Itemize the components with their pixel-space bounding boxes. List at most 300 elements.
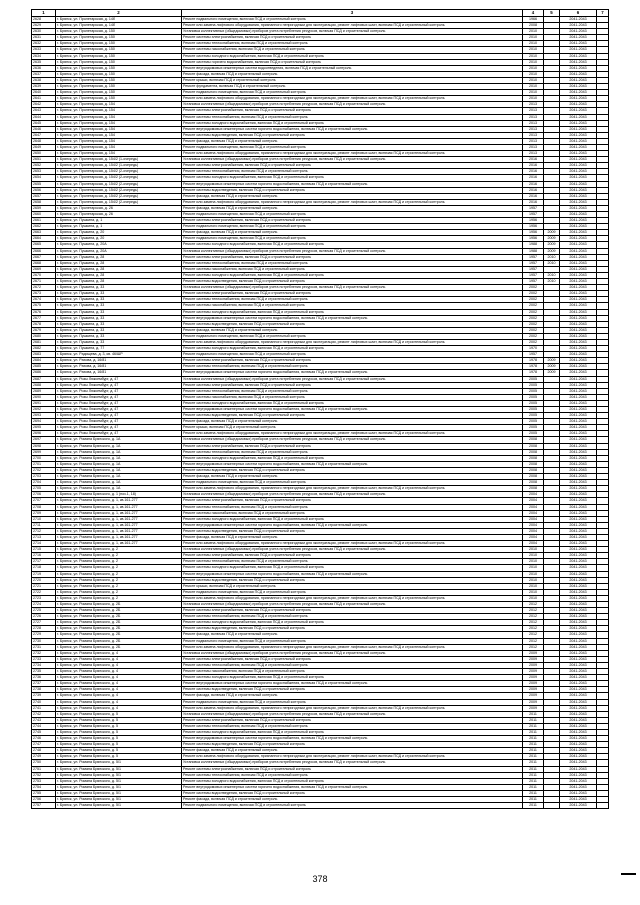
build-year-cell: 2016 [523, 193, 544, 199]
row-number-cell: 2725 [32, 608, 56, 614]
planned-period-cell: 2041-2043 [560, 638, 597, 644]
build-year-cell: 2011 [523, 748, 544, 754]
build-year-cell: 1957 [523, 266, 544, 272]
planned-period-cell: 2041-2043 [560, 352, 597, 358]
planned-period-cell: 2041-2043 [560, 224, 597, 230]
work-type-cell: Ремонт фасада, включая ПСД и строительный контроль [182, 632, 523, 638]
build-year-cell: 2004 [523, 504, 544, 510]
work-type-cell: Ремонт системы электроснабжения, включая ПСД и строительный контроль [182, 291, 523, 297]
row-number-cell: 2641 [32, 96, 56, 102]
work-type-cell: Ремонт системы холодного водоснабжения, включая ПСД и строительный контроль [182, 675, 523, 681]
work-type-cell: Ремонт системы холодного водоснабжения, включая ПСД и строительный контроль [182, 53, 523, 59]
row-number-cell: 2695 [32, 425, 56, 431]
address-cell: г. Брянск, ул. Романа Брянского, д. 5 [56, 736, 182, 742]
address-cell: г. Брянск, ул. Пушкина, д. 1 [56, 224, 182, 230]
column-header: 5 [544, 10, 560, 17]
address-cell: г. Брянск, ул. Розы Люксембург, д. 47 [56, 382, 182, 388]
row-number-cell: 2638 [32, 77, 56, 83]
address-cell: г. Брянск, ул. Пролетарская, д. 154 [56, 126, 182, 132]
build-year-cell: 2010 [523, 59, 544, 65]
address-cell: г. Брянск, ул. Пролетарская, д. 150 [56, 29, 182, 35]
build-year-cell: 2008 [523, 449, 544, 455]
work-type-cell: Ремонт фасада, включая ПСД и строительный контроль [182, 205, 523, 211]
planned-period-cell: 2041-2043 [560, 17, 597, 23]
planned-period-cell: 2041-2043 [560, 547, 597, 553]
build-year-cell: 2013 [523, 138, 544, 144]
planned-period-cell: 2041-2043 [560, 65, 597, 71]
work-type-cell: Ремонт системы электроснабжения, включая ПСД и строительный контроль [182, 656, 523, 662]
planned-period-cell: 2041-2043 [560, 717, 597, 723]
planned-period-cell: 2041-2043 [560, 474, 597, 480]
row-number-cell: 2677 [32, 315, 56, 321]
row-number-cell: 2709 [32, 510, 56, 516]
address-cell: г. Брянск, ул. Пушкина, д. 33 [56, 291, 182, 297]
planned-period-cell: 2041-2043 [560, 797, 597, 803]
planned-period-cell: 2041-2043 [560, 559, 597, 565]
work-type-cell: Установка коллективных (общедомовых) приборов учета потребления ресурсов, включая ПСД и строительный контроль [182, 248, 523, 254]
row-number-cell: 2663 [32, 230, 56, 236]
row-number-cell: 2740 [32, 699, 56, 705]
work-type-cell: Ремонт системы теплоснабжения, включая ПСД и строительный контроль [182, 449, 523, 455]
address-cell: г. Брянск, ул. Пушкина, д. 20А [56, 248, 182, 254]
build-year-cell: 2005 [523, 382, 544, 388]
work-type-cell: Ремонт внутридомовых инженерных систем горячего водоснабжения, включая ПСД и строительный контроль [182, 522, 523, 528]
row-number-cell: 2662 [32, 224, 56, 230]
address-cell: г. Брянск, ул. Пушкина, д. 28 [56, 254, 182, 260]
address-cell: г. Брянск, ул. Пушкина, д. 33 [56, 297, 182, 303]
last-repair-year-cell [544, 803, 560, 809]
work-type-cell: Ремонт системы водоотведения, включая ПСД и строительный контроль [182, 626, 523, 632]
planned-period-cell: 2041-2043 [560, 620, 597, 626]
build-year-cell: 2005 [523, 394, 544, 400]
address-cell: г. Брянск, ул. Романа Брянского, д. 1 (поз.1, 18) [56, 492, 182, 498]
row-number-cell: 2668 [32, 260, 56, 266]
work-type-cell: Ремонт подвального помещения, включая ПСД и строительный контроль [182, 352, 523, 358]
work-type-cell: Ремонт подвального помещения, включая ПСД и строительный контроль [182, 333, 523, 339]
build-year-cell: 2012 [523, 620, 544, 626]
planned-period-cell: 2041-2043 [560, 480, 597, 486]
address-cell: г. Брянск, ул. Рахова, д. 16/81 [56, 364, 182, 370]
work-type-cell: Ремонт системы теплоснабжения, включая ПСД и строительный контроль [182, 662, 523, 668]
work-type-cell: Ремонт системы водоотведения, включая ПСД и строительный контроль [182, 577, 523, 583]
planned-period-cell: 2041-2043 [560, 632, 597, 638]
planned-period-cell: 2041-2043 [560, 626, 597, 632]
address-cell: г. Брянск, ул. Романа Брянского, д. 4 [56, 699, 182, 705]
row-number-cell: 2705 [32, 486, 56, 492]
build-year-cell: 2008 [523, 437, 544, 443]
address-cell: г. Брянск, ул. Пролетарская, д. 154/2 (1-очередь) [56, 163, 182, 169]
build-year-cell: 1957 [523, 205, 544, 211]
build-year-cell: 1957 [523, 212, 544, 218]
work-type-cell: Ремонт системы газоснабжения, включая ПСД и строительный контроль [182, 266, 523, 272]
build-year-cell: 2004 [523, 528, 544, 534]
planned-period-cell: 2041-2043 [560, 736, 597, 742]
address-cell: г. Брянск, ул. Пролетарская, д. 154/2 (2-очередь) [56, 181, 182, 187]
work-type-cell: Ремонт системы электроснабжения, включая ПСД и строительный контроль [182, 443, 523, 449]
row-number-cell: 2721 [32, 583, 56, 589]
planned-period-cell: 2041-2043 [560, 175, 597, 181]
address-cell: г. Брянск, ул. Розы Люксембург, д. 47 [56, 376, 182, 382]
work-type-cell: Ремонт системы электроснабжения, включая ПСД и строительный контроль [182, 717, 523, 723]
planned-period-cell: 2041-2043 [560, 742, 597, 748]
work-type-cell: Ремонт фасада, включая ПСД и строительный контроль [182, 797, 523, 803]
planned-period-cell: 2041-2043 [560, 510, 597, 516]
build-year-cell: 2016 [523, 163, 544, 169]
row-number-cell: 2682 [32, 346, 56, 352]
last-repair-year-cell: 2010 [544, 279, 560, 285]
work-type-cell: Ремонт внутридомовых инженерных систем горячего водоснабжения, включая ПСД и строительный контроль [182, 315, 523, 321]
work-type-cell: Ремонт системы газоснабжения, включая ПСД и строительный контроль [182, 47, 523, 53]
build-year-cell: 2008 [523, 486, 544, 492]
build-year-cell: 1956 [523, 230, 544, 236]
row-number-cell: 2707 [32, 498, 56, 504]
address-cell: г. Брянск, ул. Романа Брянского, д. 5/1 [56, 790, 182, 796]
address-cell: г. Брянск, ул. Романа Брянского, д. 5 [56, 717, 182, 723]
work-type-cell: Ремонт или замена лифтового оборудования, признанного непригодным для эксплуатации, ремонт лифтовых шахт, включая ПСД и строительный контроль [182, 339, 523, 345]
planned-period-cell: 2041-2043 [560, 285, 597, 291]
build-year-cell: 2002 [523, 291, 544, 297]
table-header-row [32, 10, 609, 17]
column-header: 1 [32, 10, 56, 17]
row-number-cell: 2650 [32, 151, 56, 157]
row-number-cell: 2681 [32, 339, 56, 345]
address-cell: г. Брянск, ул. Романа Брянского, д. 1А [56, 467, 182, 473]
address-cell: г. Брянск, ул. Пролетарская, д. 154 [56, 132, 182, 138]
build-year-cell: 2004 [523, 516, 544, 522]
build-year-cell: 2012 [523, 632, 544, 638]
planned-period-cell: 2041-2043 [560, 120, 597, 126]
work-type-cell: Ремонт фасада, включая ПСД и строительный контроль [182, 327, 523, 333]
address-cell: г. Брянск, ул. Романа Брянского, д. 1А [56, 486, 182, 492]
planned-period-cell: 2041-2043 [560, 358, 597, 364]
work-type-cell: Ремонт системы водоотведения, включая ПСД и строительный контроль [182, 687, 523, 693]
address-cell: г. Брянск, ул. Пушкина, д. 77 [56, 346, 182, 352]
planned-period-cell: 2041-2043 [560, 279, 597, 285]
work-type-cell: Установка коллективных (общедомовых) приборов учета потребления ресурсов, включая ПСД и строительный контроль [182, 602, 523, 608]
build-year-cell: 2013 [523, 126, 544, 132]
row-number-cell: 2674 [32, 297, 56, 303]
address-cell: г. Брянск, ул. Розы Люксембург, д. 47 [56, 400, 182, 406]
build-year-cell: 2012 [523, 614, 544, 620]
work-type-cell: Ремонт фасада, включая ПСД и строительный контроль [182, 230, 523, 236]
planned-period-cell: 2041-2043 [560, 748, 597, 754]
planned-period-cell: 2041-2043 [560, 467, 597, 473]
column-header: 7 [597, 10, 609, 17]
work-type-cell: Ремонт внутридомовых инженерных систем горячего водоснабжения, включая ПСД и строительный контроль [182, 571, 523, 577]
planned-period-cell: 2041-2043 [560, 212, 597, 218]
address-cell: г. Брянск, ул. Романа Брянского, д. 4 [56, 662, 182, 668]
row-number-cell: 2704 [32, 480, 56, 486]
work-type-cell: Ремонт внутридомовых инженерных систем горячего водоснабжения, включая ПСД и строительный контроль [182, 736, 523, 742]
row-number-cell: 2669 [32, 266, 56, 272]
address-cell: г. Брянск, ул. Романа Брянского, д. 2Б [56, 608, 182, 614]
address-cell: г. Брянск, ул. Романа Брянского, д. 2 [56, 595, 182, 601]
last-repair-year-cell: 2009 [544, 236, 560, 242]
address-cell: г. Брянск, ул. Романа Брянского, д. 5/1 [56, 797, 182, 803]
build-year-cell: 2011 [523, 729, 544, 735]
row-number-cell: 2673 [32, 291, 56, 297]
build-year-cell: 1966 [523, 17, 544, 23]
build-year-cell: 2002 [523, 327, 544, 333]
build-year-cell: 2005 [523, 419, 544, 425]
row-number-cell: 2710 [32, 516, 56, 522]
address-cell: г. Брянск, ул. Розы Люксембург, д. 47 [56, 425, 182, 431]
planned-period-cell: 2041-2043 [560, 437, 597, 443]
planned-period-cell: 2041-2043 [560, 571, 597, 577]
address-cell: г. Брянск, ул. Пролетарская, д. 154/2 (2-очередь) [56, 187, 182, 193]
build-year-cell: 2011 [523, 772, 544, 778]
row-number-cell: 2727 [32, 620, 56, 626]
row-number-cell: 2716 [32, 553, 56, 559]
planned-period-cell: 2041-2043 [560, 455, 597, 461]
address-cell: г. Брянск, ул. Пушкина, д. 33 [56, 321, 182, 327]
table-body [32, 17, 609, 809]
build-year-cell: 2010 [523, 595, 544, 601]
planned-period-cell: 2041-2043 [560, 589, 597, 595]
work-type-cell: Ремонт системы теплоснабжения, включая ПСД и строительный контроль [182, 114, 523, 120]
planned-period-cell: 2041-2043 [560, 144, 597, 150]
work-type-cell: Ремонт подвального помещения, включая ПСД и строительный контроль [182, 90, 523, 96]
planned-period-cell: 2041-2043 [560, 291, 597, 297]
address-cell: г. Брянск, ул. Пролетарская, д. 150 [56, 41, 182, 47]
address-cell: г. Брянск, ул. Романа Брянского, д. 1, кв.161-277 [56, 541, 182, 547]
address-cell: г. Брянск, ул. Романа Брянского, д. 5 [56, 729, 182, 735]
work-type-cell: Ремонт системы холодного водоснабжения, включая ПСД и строительный контроль [182, 455, 523, 461]
planned-period-cell: 2041-2043 [560, 90, 597, 96]
address-cell: г. Брянск, ул. Пушкина, д. 33 [56, 309, 182, 315]
address-cell: г. Брянск, ул. Романа Брянского, д. 5 [56, 748, 182, 754]
build-year-cell: 2009 [523, 650, 544, 656]
planned-period-cell: 2041-2043 [560, 431, 597, 437]
row-number-cell: 2645 [32, 120, 56, 126]
row-number-cell: 2661 [32, 218, 56, 224]
address-cell: г. Брянск, ул. Романа Брянского, д. 2 [56, 589, 182, 595]
planned-period-cell: 2041-2043 [560, 790, 597, 796]
build-year-cell: 2005 [523, 407, 544, 413]
work-type-cell: Ремонт системы электроснабжения, включая ПСД и строительный контроль [182, 498, 523, 504]
address-cell: г. Брянск, ул. Романа Брянского, д. 1А [56, 480, 182, 486]
row-number-cell: 2631 [32, 35, 56, 41]
build-year-cell: 2009 [523, 675, 544, 681]
row-number-cell: 2689 [32, 388, 56, 394]
work-type-cell: Ремонт или замена лифтового оборудования, признанного непригодным для эксплуатации, ремонт лифтовых шахт, включая ПСД и строительный контроль [182, 431, 523, 437]
planned-period-cell: 2041-2043 [560, 687, 597, 693]
build-year-cell: 2005 [523, 413, 544, 419]
column-header: 6 [560, 10, 597, 17]
work-type-cell: Ремонт фундамента, включая ПСД и строительный контроль [182, 84, 523, 90]
work-type-cell: Ремонт системы теплоснабжения, включая ПСД и строительный контроль [182, 169, 523, 175]
row-number-cell: 2666 [32, 248, 56, 254]
address-cell: г. Брянск, ул. Романа Брянского, д. 2 [56, 565, 182, 571]
work-type-cell: Ремонт системы газоснабжения, включая ПСД и строительный контроль [182, 510, 523, 516]
build-year-cell: 1988 [523, 248, 544, 254]
address-cell: г. Брянск, ул. Романа Брянского, д. 1А [56, 437, 182, 443]
build-year-cell: 2009 [523, 681, 544, 687]
row-number-cell: 2692 [32, 407, 56, 413]
address-cell: г. Брянск, ул. Рахова, д. 16/81 [56, 358, 182, 364]
planned-period-cell: 2041-2043 [560, 413, 597, 419]
row-number-cell: 2680 [32, 333, 56, 339]
row-number-cell: 2693 [32, 413, 56, 419]
address-cell: г. Брянск, ул. Радищева, д. 3, кв. 46/ШР [56, 352, 182, 358]
work-type-cell: Ремонт системы холодного водоснабжения, включая ПСД и строительный контроль [182, 400, 523, 406]
build-year-cell: 2011 [523, 778, 544, 784]
work-type-cell: Ремонт системы холодного водоснабжения, включая ПСД и строительный контроль [182, 309, 523, 315]
build-year-cell: 1970 [523, 346, 544, 352]
build-year-cell: 2008 [523, 461, 544, 467]
planned-period-cell: 2041-2043 [560, 699, 597, 705]
row-number-cell: 2629 [32, 23, 56, 29]
address-cell: г. Брянск, ул. Романа Брянского, д. 4 [56, 669, 182, 675]
address-cell: г. Брянск, ул. Романа Брянского, д. 5/1 [56, 766, 182, 772]
work-type-cell: Ремонт или замена лифтового оборудования, признанного непригодным для эксплуатации, ремонт лифтовых шахт, включая ПСД и строительный контроль [182, 486, 523, 492]
planned-period-cell: 2041-2043 [560, 199, 597, 205]
work-type-cell: Ремонт или замена лифтового оборудования, признанного непригодным для эксплуатации, ремонт лифтовых шахт, включая ПСД и строительный контроль [182, 754, 523, 760]
row-number-cell: 2728 [32, 626, 56, 632]
build-year-cell: 2012 [523, 644, 544, 650]
address-cell: г. Брянск, ул. Пролетарская, д. 154 [56, 120, 182, 126]
work-type-cell: Ремонт подвального помещения, включая ПСД и строительный контроль [182, 699, 523, 705]
build-year-cell: 2011 [523, 717, 544, 723]
row-number-cell: 2751 [32, 766, 56, 772]
row-number-cell: 2702 [32, 467, 56, 473]
edge-mark [621, 873, 636, 875]
build-year-cell: 1956 [523, 236, 544, 242]
planned-period-cell: 2041-2043 [560, 193, 597, 199]
address-cell: г. Брянск, ул. Романа Брянского, д. 1, кв.161-277 [56, 534, 182, 540]
planned-period-cell: 2041-2043 [560, 303, 597, 309]
planned-period-cell: 2041-2043 [560, 492, 597, 498]
planned-period-cell: 2041-2043 [560, 400, 597, 406]
build-year-cell: 2011 [523, 742, 544, 748]
build-year-cell: 2012 [523, 638, 544, 644]
row-number-cell: 2649 [32, 144, 56, 150]
planned-period-cell: 2041-2043 [560, 425, 597, 431]
row-number-cell: 2745 [32, 729, 56, 735]
work-type-cell: Ремонт системы теплоснабжения, включая ПСД и строительный контроль [182, 388, 523, 394]
work-type-cell: Ремонт системы теплоснабжения, включая ПСД и строительный контроль [182, 260, 523, 266]
address-cell: г. Брянск, ул. Пушкина, д. 33 [56, 327, 182, 333]
build-year-cell: 2008 [523, 474, 544, 480]
build-year-cell: 2013 [523, 102, 544, 108]
planned-period-cell: 2041-2043 [560, 364, 597, 370]
build-year-cell: 1956 [523, 218, 544, 224]
planned-period-cell: 2041-2043 [560, 260, 597, 266]
row-number-cell: 2757 [32, 803, 56, 809]
work-type-cell: Установка коллективных (общедомовых) приборов учета потребления ресурсов, включая ПСД и строительный контроль [182, 102, 523, 108]
address-cell: г. Брянск, ул. Пролетарская, д. 150 [56, 71, 182, 77]
row-number-cell: 2732 [32, 650, 56, 656]
work-type-cell: Ремонт системы электроснабжения, включая ПСД и строительный контроль [182, 553, 523, 559]
row-number-cell: 2701 [32, 461, 56, 467]
work-type-cell: Ремонт или замена лифтового оборудования, признанного непригодным для эксплуатации, ремонт лифтовых шахт, включая ПСД и строительный контроль [182, 199, 523, 205]
last-repair-year-cell: 2009 [544, 242, 560, 248]
planned-period-cell: 2041-2043 [560, 541, 597, 547]
build-year-cell: 2013 [523, 120, 544, 126]
planned-period-cell: 2041-2043 [560, 114, 597, 120]
build-year-cell: 2010 [523, 559, 544, 565]
work-type-cell: Ремонт внутридомовых инженерных систем горячего водоснабжения, включая ПСД и строительный контроль [182, 461, 523, 467]
address-cell: г. Брянск, ул. Романа Брянского, д. 5 [56, 754, 182, 760]
address-cell: г. Брянск, ул. Пушкина, д. 33 [56, 333, 182, 339]
work-type-cell: Ремонт или замена лифтового оборудования, признанного непригодным для эксплуатации, ремонт лифтовых шахт, включая ПСД и строительный контроль [182, 151, 523, 157]
address-cell: г. Брянск, ул. Пролетарская, д. 150 [56, 90, 182, 96]
row-number-cell: 2712 [32, 528, 56, 534]
row-number-cell: 2658 [32, 199, 56, 205]
build-year-cell: 2004 [523, 522, 544, 528]
page-number: 378 [312, 874, 328, 884]
row-number-cell: 2737 [32, 681, 56, 687]
planned-period-cell: 2041-2043 [560, 321, 597, 327]
planned-period-cell: 2041-2043 [560, 644, 597, 650]
row-number-cell: 2715 [32, 547, 56, 553]
address-cell: г. Брянск, ул. Пролетарская, д. 154 [56, 144, 182, 150]
address-cell: г. Брянск, ул. Романа Брянского, д. 2Б [56, 644, 182, 650]
row-number-cell: 2639 [32, 84, 56, 90]
work-type-cell: Ремонт системы холодного водоснабжения, включая ПСД и строительный контроль [182, 565, 523, 571]
address-cell: г. Брянск, ул. Розы Люксембург, д. 47 [56, 419, 182, 425]
planned-period-cell: 2041-2043 [560, 522, 597, 528]
work-type-cell: Ремонт крыши, включая ПСД и строительный контроль [182, 77, 523, 83]
work-type-cell: Ремонт системы газоснабжения, включая ПСД и строительный контроль [182, 394, 523, 400]
row-number-cell: 2690 [32, 394, 56, 400]
work-type-cell: Ремонт системы теплоснабжения, включая ПСД и строительный контроль [182, 614, 523, 620]
column-header: 2 [56, 10, 182, 17]
row-number-cell: 2670 [32, 272, 56, 278]
row-number-cell: 2699 [32, 449, 56, 455]
build-year-cell: 2005 [523, 425, 544, 431]
work-type-cell: Ремонт внутридомовых инженерных систем горячего водоснабжения, включая ПСД и строительный контроль [182, 370, 523, 376]
planned-period-cell: 2041-2043 [560, 419, 597, 425]
row-number-cell: 2711 [32, 522, 56, 528]
address-cell: г. Брянск, ул. Романа Брянского, д. 2Б [56, 614, 182, 620]
build-year-cell: 2010 [523, 29, 544, 35]
row-number-cell: 2687 [32, 376, 56, 382]
row-number-cell: 2700 [32, 455, 56, 461]
work-type-cell: Установка коллективных (общедомовых) приборов учета потребления ресурсов, включая ПСД и строительный контроль [182, 547, 523, 553]
build-year-cell: 2002 [523, 303, 544, 309]
work-type-cell: Установка коллективных (общедомовых) приборов учета потребления ресурсов, включая ПСД и строительный контроль [182, 376, 523, 382]
build-year-cell: 2011 [523, 711, 544, 717]
planned-period-cell: 2041-2043 [560, 327, 597, 333]
work-type-cell: Ремонт системы горячего водоснабжения, включая ПСД и строительный контроль [182, 59, 523, 65]
planned-period-cell: 2041-2043 [560, 784, 597, 790]
row-number-cell: 2634 [32, 53, 56, 59]
planned-period-cell: 2041-2043 [560, 602, 597, 608]
work-type-cell: Ремонт системы водоотведения, включая ПСД и строительный контроль [182, 790, 523, 796]
planned-period-cell: 2041-2043 [560, 565, 597, 571]
row-number-cell: 2653 [32, 169, 56, 175]
planned-period-cell: 2041-2043 [560, 662, 597, 668]
row-number-cell: 2752 [32, 772, 56, 778]
address-cell: г. Брянск, ул. Пушкина, д. 28 [56, 266, 182, 272]
build-year-cell: 2005 [523, 400, 544, 406]
address-cell: г. Брянск, ул. Пушкина, д. 20 [56, 236, 182, 242]
address-cell: г. Брянск, ул. Романа Брянского, д. 1А [56, 455, 182, 461]
last-repair-year-cell: 2010 [544, 272, 560, 278]
build-year-cell: 1957 [523, 272, 544, 278]
build-year-cell: 2010 [523, 65, 544, 71]
work-type-cell: Ремонт системы теплоснабжения, включая ПСД и строительный контроль [182, 559, 523, 565]
address-cell: г. Брянск, ул. Пушкина, д. 28 [56, 279, 182, 285]
work-type-cell: Ремонт фасада, включая ПСД и строительный контроль [182, 193, 523, 199]
planned-period-cell: 2041-2043 [560, 151, 597, 157]
planned-period-cell: 2041-2043 [560, 760, 597, 766]
build-year-cell: 1957 [523, 352, 544, 358]
row-number-cell: 2738 [32, 687, 56, 693]
work-type-cell: Ремонт фасада, включая ПСД и строительный контроль [182, 138, 523, 144]
address-cell: г. Брянск, ул. Пролетарская, д. 154 [56, 151, 182, 157]
